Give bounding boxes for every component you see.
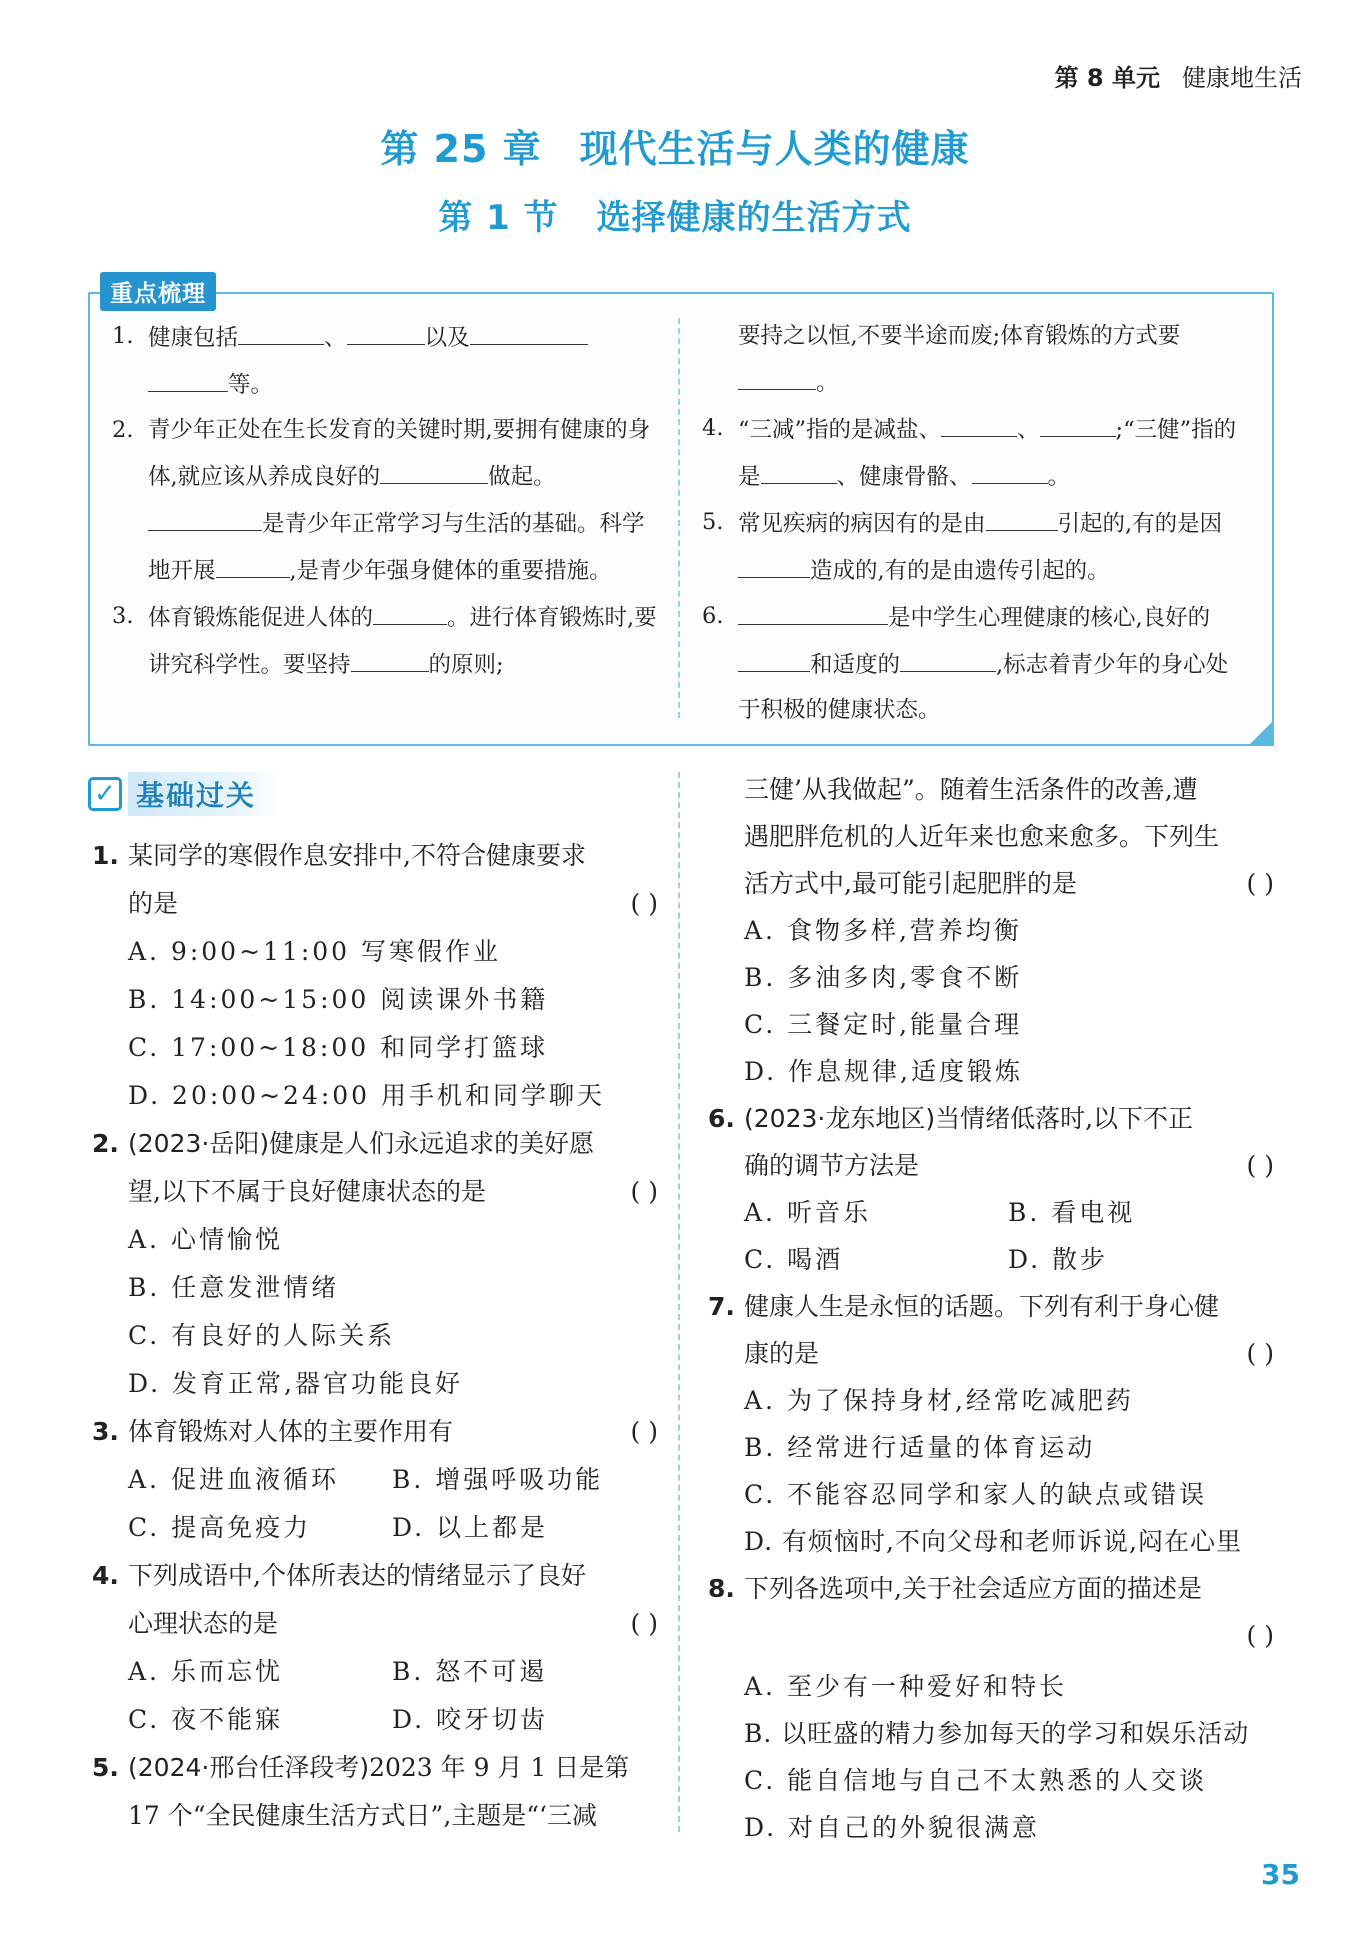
text: ;“三健”指的是 [738,417,1237,490]
text: 。进行体育锻炼时,要讲究科学性。要坚持 [148,605,657,678]
option-a[interactable]: A. 乐而忘忧 [128,1657,283,1686]
option-c[interactable]: C. 三餐定时,能量合理 [744,1010,1023,1039]
option-a[interactable]: A. 9:00~11:00 写寒假作业 [128,937,502,966]
question-stem: 健康人生是永恒的话题。下列有利于身心健 [744,1292,1220,1321]
question-1 [92,832,664,928]
question-7 [708,1283,1280,1377]
option-row [708,1189,1280,1236]
option-d[interactable]: D. 有烦恼时,不向父母和老师诉说,闷在心里 [744,1527,1242,1556]
option-a[interactable]: A. 至少有一种爱好和特长 [744,1672,1067,1701]
column-divider [678,772,680,1832]
option-c[interactable]: C. 喝酒 [744,1245,844,1274]
option-d[interactable]: D. 以上都是 [392,1513,549,1542]
question-6 [708,1095,1280,1189]
question-4 [92,1552,664,1648]
text: 体育锻炼能促进人体的 [148,605,374,631]
option-row [92,1504,664,1552]
key-points-left-column [112,314,660,688]
question-stem: 2023 年 9 月 1 日是第 [369,1753,630,1782]
option-b[interactable]: B. 增强呼吸功能 [392,1465,604,1494]
item-number: 2. [112,417,134,443]
text: ,标志着青少年的身心处于积极的健康状态。 [738,652,1229,723]
text: 等。 [228,372,274,398]
question-number: 5. [92,1753,119,1782]
key-point-6 [702,594,1250,733]
option-c[interactable]: C. 夜不能寐 [128,1705,284,1734]
option-c[interactable]: C. 能自信地与自己不太熟悉的人交谈 [744,1766,1208,1795]
answer-parentheses[interactable]: ( ) [630,1609,658,1638]
section-number: 第 1 节 [438,198,559,238]
checkbox-icon: ✓ [88,777,122,811]
item-number: 4. [702,415,724,441]
text: “三减”指的是减盐、 [738,417,942,443]
key-point-4 [702,406,1250,500]
question-stem: 的是 [128,889,179,918]
question-source: (2023·岳阳) [128,1129,270,1158]
text: 。 [1047,464,1071,490]
option-b[interactable]: B. 看电视 [1008,1198,1136,1227]
running-header [1055,58,1302,93]
option-a[interactable]: A. 听音乐 [744,1198,871,1227]
text: 。 [816,370,839,396]
option-d[interactable]: D. 咬牙切齿 [392,1705,549,1734]
option-b[interactable]: B. 任意发泄情绪 [128,1273,340,1302]
question-5 [92,1744,664,1840]
text: 是中学生心理健康的核心,良好的 [888,605,1211,631]
option-a[interactable]: A. 食物多样,营养均衡 [744,916,1022,945]
text: 的原则; [428,652,504,678]
option-row [92,1456,664,1504]
option-c[interactable]: C. 有良好的人际关系 [128,1321,396,1350]
question-stem: 当情绪低落时,以下不正 [935,1104,1194,1133]
question-source: (2023·龙东地区) [744,1104,936,1133]
question-source: (2024·邢台任泽段考) [128,1753,370,1782]
question-stem: 康的是 [744,1339,820,1368]
basic-practice-label: 基础过关 [128,772,282,816]
option-row [92,1696,664,1744]
question-stem: 遇肥胖危机的人近年来也愈来愈多。下列生 [744,822,1220,851]
question-stem: 下列各选项中,关于社会适应方面的描述是 [744,1574,1202,1603]
key-point-2 [112,408,660,594]
basic-practice-heading [88,772,282,816]
option-d[interactable]: D. 20:00~24:00 用手机和同学聊天 [128,1081,606,1110]
option-d[interactable]: D. 对自己的外貌很满意 [744,1813,1041,1842]
text: 和适度的 [810,652,901,678]
option-row [92,1648,664,1696]
option-b[interactable]: B. 14:00~15:00 阅读课外书籍 [128,985,549,1014]
question-5-continued [708,766,1280,907]
unit-label: 第 8 单元 [1054,64,1160,92]
option-a[interactable]: A. 促进血液循环 [128,1465,339,1494]
fill-blank[interactable] [738,594,888,625]
option-a[interactable]: A. 心情愉悦 [128,1225,283,1254]
question-stem: 某同学的寒假作息安排中,不符合健康要求 [128,841,586,870]
section-title [0,190,1350,239]
option-b[interactable]: B. 多油多肉,零食不断 [744,963,1023,992]
text: 健康包括 [148,325,239,351]
answer-parentheses[interactable]: ( ) [630,1177,658,1206]
option-a[interactable]: A. 为了保持身材,经常吃减肥药 [744,1386,1134,1415]
text: 、 [324,325,347,351]
fill-blank[interactable] [761,453,837,484]
fill-blank[interactable] [941,406,1017,437]
option-d[interactable]: D. 发育正常,器官功能良好 [128,1369,463,1398]
fill-blank[interactable] [148,500,262,531]
fill-blank[interactable] [972,453,1048,484]
fill-blank[interactable] [380,453,488,484]
section-name: 选择健康的生活方式 [596,198,912,238]
fill-blank[interactable] [738,641,810,672]
option-b[interactable]: B. 怒不可遏 [392,1657,548,1686]
answer-parentheses[interactable]: ( ) [1246,1621,1274,1650]
answer-parentheses[interactable]: ( ) [630,889,658,918]
question-stem: 活方式中,最可能引起肥胖的是 [744,869,1077,898]
option-b[interactable]: B. 经常进行适量的体育运动 [744,1433,1096,1462]
key-point-3 [112,594,660,688]
answer-parentheses[interactable]: ( ) [1246,869,1274,898]
item-number: 3. [112,603,134,629]
option-c[interactable]: C. 提高免疫力 [128,1513,312,1542]
fill-blank[interactable] [351,641,429,672]
text: 常见疾病的病因有的是由 [738,511,986,537]
item-number: 1. [112,323,134,349]
option-d[interactable]: D. 作息规律,适度锻炼 [744,1057,1023,1086]
box-corner-decoration [1248,720,1274,746]
chapter-name: 现代生活与人类的健康 [579,127,970,171]
question-stem: 望,以下不属于良好健康状态的是 [128,1177,486,1206]
fill-blank[interactable] [470,314,588,345]
fill-blank[interactable] [373,594,447,625]
question-stem: 17 个“全民健康生活方式日”,主题是“‘三减 [128,1801,597,1830]
answer-parentheses[interactable]: ( ) [1246,1339,1274,1368]
text: 、健康骨骼、 [836,464,972,490]
fill-blank[interactable] [238,314,324,345]
question-number: 1. [92,841,119,870]
chapter-number: 第 25 章 [380,127,542,171]
item-number: 5. [702,509,724,535]
key-points-divider [678,318,680,718]
fill-blank[interactable] [986,500,1058,531]
fill-blank[interactable] [347,314,425,345]
text: 要持之以恒,不要半途而废;体育锻炼的方式要 [738,323,1181,349]
question-stem: 心理状态的是 [128,1609,279,1638]
answer-parentheses[interactable]: ( ) [630,1417,658,1446]
question-stem: 三健’从我做起”。随着生活条件的改善,遭 [744,775,1198,804]
question-3 [92,1408,664,1456]
question-number: 7. [708,1292,735,1321]
key-points-tab: 重点梳理 [100,272,216,311]
fill-blank[interactable] [1040,406,1116,437]
option-d[interactable]: D. 散步 [1008,1245,1109,1274]
fill-blank[interactable] [216,547,290,578]
chapter-title [0,118,1350,173]
option-c[interactable]: C. 17:00~18:00 和同学打篮球 [128,1033,549,1062]
question-2 [92,1120,664,1216]
question-stem: 体育锻炼对人体的主要作用有 [128,1417,454,1446]
option-c[interactable]: C. 不能容忍同学和家人的缺点或错误 [744,1480,1208,1509]
fill-blank[interactable] [148,361,228,392]
item-number: 6. [702,603,724,629]
questions-right-column [708,766,1280,1851]
key-point-5 [702,500,1250,594]
text: 做起。 [488,464,556,490]
text: 、 [1017,417,1040,443]
question-stem: 确的调节方法是 [744,1151,920,1180]
fill-blank[interactable] [900,641,996,672]
text: 造成的,有的是由遗传引起的。 [810,558,1110,584]
text: 是青少年正常学习与生活的基础。科学地开展 [148,511,645,584]
text: 青少年正处在生长发育的关键时期,要拥有健康的身体,就应该从养成良好的 [148,417,651,490]
key-point-3-continued [702,314,1250,406]
question-8 [708,1565,1280,1659]
question-stem: 健康是人们永远追求的美好愿 [269,1129,595,1158]
key-point-1 [112,314,660,408]
fill-blank[interactable] [738,547,810,578]
page-number: 35 [1261,1858,1300,1891]
question-number: 6. [708,1104,735,1133]
question-number: 8. [708,1574,735,1603]
answer-parentheses[interactable]: ( ) [1246,1151,1274,1180]
option-b[interactable]: B. 以旺盛的精力参加每天的学习和娱乐活动 [744,1719,1250,1748]
unit-title: 健康地生活 [1182,64,1302,92]
fill-blank[interactable] [738,359,816,390]
question-stem: 下列成语中,个体所表达的情绪显示了良好 [128,1561,586,1590]
text: ,是青少年强身健体的重要措施。 [289,558,612,584]
questions-left-column [92,832,664,1840]
option-row [708,1236,1280,1283]
question-number: 3. [92,1417,119,1446]
text: 引起的,有的是因 [1057,511,1223,537]
question-number: 2. [92,1129,119,1158]
key-points-right-column [702,314,1250,733]
text: 以及 [424,325,470,351]
question-number: 4. [92,1561,119,1590]
